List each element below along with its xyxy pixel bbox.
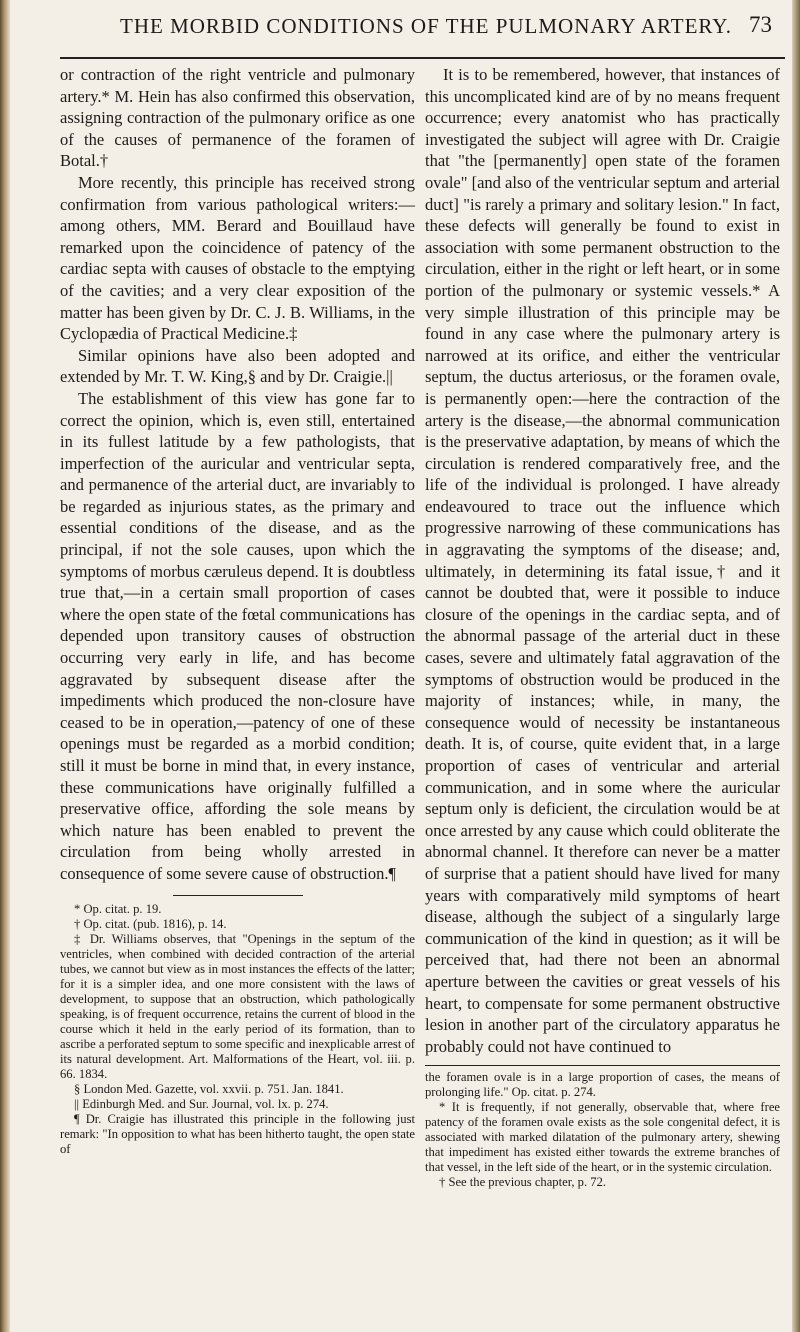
left-column bbox=[60, 64, 415, 1157]
footnote-rule bbox=[425, 1065, 780, 1066]
paragraph: More recently, this principle has received strong confirmation from various pathological writers:—among others, MM. Berard and Bouillaud have remarked upon the coincidence of patency of the cardiac septa with causes of obstacle to the emptying of the cavities; and a very clear exposition of the matter has been given by Dr. C. J. B. Williams, in the Cyclopædia of Practical Medicine.‡ bbox=[60, 172, 415, 344]
left-body-text bbox=[60, 64, 415, 885]
paragraph: The establishment of this view has gone far to correct the opinion, which is, even still, entertained in its fullest latitude by a few pathologists, that imperfection of the auricular and ventricular septa, and permanence of the arterial duct, are invariably to be regarded as injurious states, as the primary and essential conditions of the disease, and as the principal, if not the sole causes, upon which the symptoms of morbus cæruleus depend. It is doubtless true that,—in a certain small proportion of cases where the open state of the fœtal communications has depended upon transitory causes of obstruction occurring very early in life, and has become aggravated by subsequent disease after the impediments which produced the non-closure have ceased to be in operation,—patency of one of these openings must be regarded as a morbid condition; still it must be borne in mind that, in every instance, these communications have originally fulfilled a preservative office, affording the sole means by which nature has been enabled to prevent the circulation from being wholly arrested in consequence of some severe cause of obstruction.¶ bbox=[60, 388, 415, 883]
footnote-rule bbox=[173, 895, 303, 896]
page-header bbox=[80, 12, 780, 48]
right-column bbox=[425, 64, 780, 1190]
footnote: * Op. citat. p. 19. bbox=[74, 901, 162, 916]
footnote: ¶ Dr. Craigie has illustrated this principle in the following just remark: "In opposition to what has been hitherto taught, the open state of bbox=[60, 1111, 415, 1156]
footnote-continued: the foramen ovale is in a large proportion of cases, the means of prolonging life." Op. citat. p. 274. bbox=[425, 1070, 780, 1100]
left-footnotes bbox=[60, 902, 415, 1157]
footnote: ‡ Dr. Williams observes, that "Openings in the septum of the ventricles, when combined with decided contraction of the arterial tubes, we cannot but view as in most instances the effects of the latter; for it is a simpler idea, and one more consistent with the laws of development, to suppose that an obstruction, which pathologically speaking, is of frequent occurrence, retains the current of blood in the course which it held in the early period of its formation, than to ascribe a perforated septum to some specific and inexplicable arrest of its natural development. Art. Malformations of the Heart, vol. iii. p. 66. 1834. bbox=[60, 931, 415, 1081]
page-number: 73 bbox=[749, 12, 772, 37]
paragraph: It is to be remembered, however, that instances of this uncomplicated kind are of by no means frequent occurrence; every anatomist who has practically investigated the subject will agree with Dr. Craigie that "the [permanently] open state of the foramen ovale" [and also of the ventricular septum and arterial duct] "is rarely a primary and solitary lesion." In fact, these defects will generally be found to exist in association with some permanent obstruction to the circulation, either in the right or left heart, or in some portion of the pulmonary or systemic vessels.* A very simple illustration of this principle may be found in any case where the pulmonary artery is narrowed at its orifice, and either the ventricular septum, the ductus arteriosus, or the foramen ovale, is permanently open:—here the contraction of the artery is the disease,—the abnormal communication is the preservative adaptation, by means of which the circulation is rendered comparatively free, and the life of the individual is prolonged. I have already endeavoured to trace out the influence which progressive narrowing of these communications has in aggravating the symptoms of the disease; and, ultimately, in determining its fatal issue,† and it cannot be doubted that, were it possible to induce closure of the openings in the cardiac septa, and of the abnormal passage of the arterial duct in these cases, severe and ultimately fatal aggravation of the symptoms of obstruction would be produced in the majority of instances; while, in many, the consequence would of necessity be instantaneous death. It is, of course, quite evident that, in a large proportion of cases of ventricular and arterial communication, and in some where the auricular septum only is deficient, the circulation would be at once arrested by any cause which could obliterate the abnormal channel. It therefore can never be a matter of surprise that a patient should have lived for many years with comparatively mild symptoms of heart disease, although the subject of a singularly large communication of the kind in question; as it will be perceived that, had there not been an abnormal aperture between the cavities or great vessels of his heart, to compensate for some permanent obstructive lesion in another part of the circulatory apparatus he probably could not have continued to bbox=[425, 65, 780, 1056]
footnote: † Op. citat. (pub. 1816), p. 14. bbox=[74, 916, 227, 931]
right-footnotes bbox=[425, 1070, 780, 1190]
right-body-text bbox=[425, 64, 780, 1057]
header-rule bbox=[60, 57, 785, 59]
footnote: § London Med. Gazette, vol. xxvii. p. 751. Jan. 1841. bbox=[74, 1081, 344, 1096]
paragraph: or contraction of the right ventricle and pulmonary artery.* M. Hein has also confirmed this observation, assigning contraction of the pulmonary orifice as one of the causes of permanence of the foramen of Botal.† bbox=[60, 65, 415, 171]
page-edge-right bbox=[792, 0, 800, 1332]
footnote: || Edinburgh Med. and Sur. Journal, vol. lx. p. 274. bbox=[74, 1096, 329, 1111]
running-head: THE MORBID CONDITIONS OF THE PULMONARY ARTERY. bbox=[120, 14, 732, 38]
footnote: † See the previous chapter, p. 72. bbox=[439, 1175, 607, 1190]
footnote: * It is frequently, if not generally, observable that, where free patency of the foramen ovale exists as the sole congenital defect, it is associated with marked dilatation of the pulmonary artery, shewing that impediment has existed either towards the extreme branches of that vessel, in the left side of the heart, or in the systemic circulation. bbox=[425, 1100, 780, 1175]
paragraph: Similar opinions have also been adopted and extended by Mr. T. W. King,§ and by Dr. Craigie.|| bbox=[60, 345, 415, 387]
page-edge-left bbox=[0, 0, 10, 1332]
